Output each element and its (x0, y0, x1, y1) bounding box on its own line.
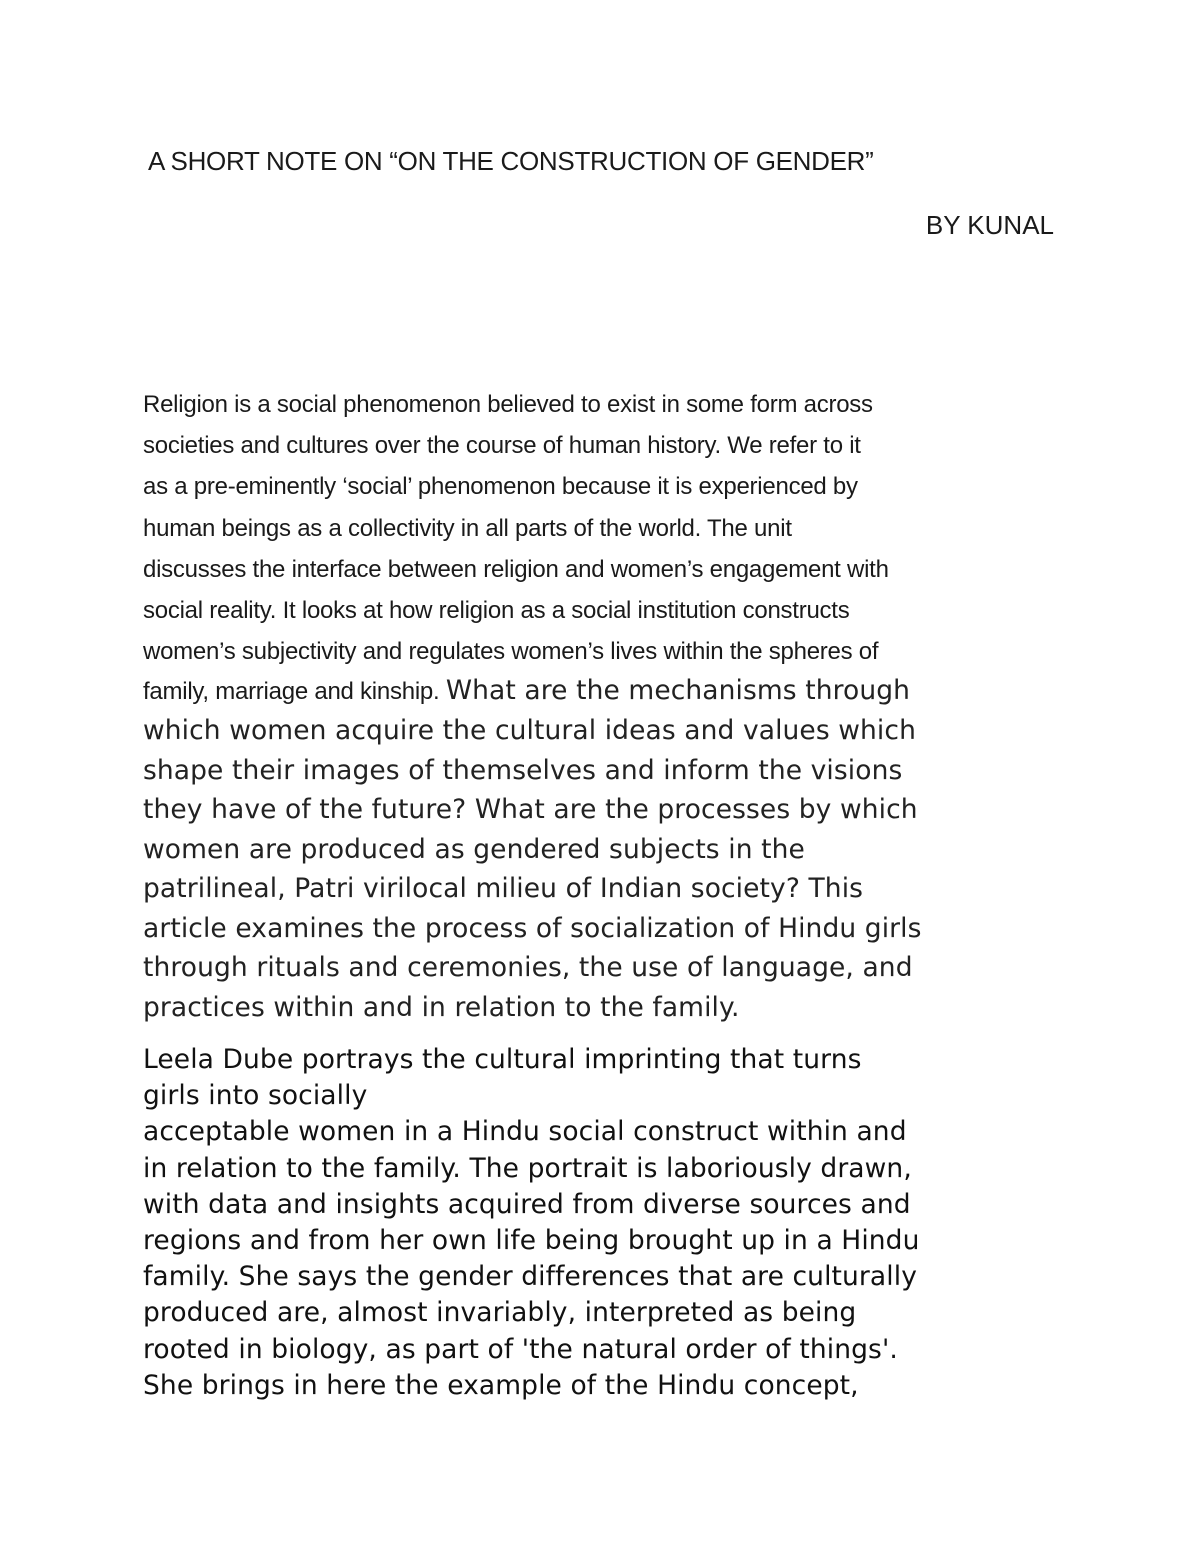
text-line: societies and cultures over the course of human history. We refer to it (143, 432, 861, 460)
text-line-large: women are produced as gendered subjects in the (143, 833, 805, 865)
text-line: social reality. It looks at how religion as a social institution constructs (143, 597, 850, 625)
text-line-large: through rituals and ceremonies, the use of language, and (143, 952, 913, 984)
paragraph-leela-dube (143, 1042, 1073, 1404)
text-line: as a pre-eminently ‘social’ phenomenon because it is experienced by (143, 473, 858, 501)
text-line: girls into socially (143, 1080, 368, 1112)
text-line: with data and insights acquired from diverse sources and (143, 1188, 911, 1220)
text-line: regions and from her own life being brought up in a Hindu (143, 1225, 920, 1257)
text-line: acceptable women in a Hindu social construct within and (143, 1116, 907, 1148)
text-line-mixed (143, 672, 1073, 711)
paragraph-religion (143, 384, 1073, 1027)
text-line: women’s subjectivity and regulates women’s lives within the spheres of (143, 638, 879, 666)
text-line-large: which women acquire the cultural ideas and values which (143, 715, 916, 747)
document-author: BY KUNAL (925, 210, 1054, 240)
text-line-large: patrilineal, Patri virilocal milieu of Indian society? This (143, 873, 864, 905)
text-line-large: practices within and in relation to the family. (143, 991, 740, 1023)
text-fragment: family, marriage and kinship. (143, 678, 446, 706)
text-line: She brings in here the example of the Hindu concept, (143, 1369, 859, 1401)
text-line: in relation to the family. The portrait is laboriously drawn, (143, 1152, 912, 1184)
text-fragment-large: What are the mechanisms through (445, 675, 911, 707)
text-line: Religion is a social phenomenon believed to exist in some form across (143, 391, 873, 418)
text-line-large: article examines the process of socialization of Hindu girls (143, 912, 922, 944)
text-line: produced are, almost invariably, interpreted as being (143, 1297, 857, 1329)
text-line: Leela Dube portrays the cultural imprinting that turns (143, 1044, 862, 1075)
text-line: rooted in biology, as part of 'the natural order of things'. (143, 1333, 898, 1365)
document-title: A SHORT NOTE ON “ON THE CONSTRUCTION OF GENDER” (148, 146, 874, 176)
text-line-large: shape their images of themselves and inform the visions (143, 754, 903, 786)
text-line: family. She says the gender differences that are culturally (143, 1261, 917, 1293)
text-line: discusses the interface between religion and women’s engagement with (143, 555, 889, 583)
text-line: human beings as a collectivity in all parts of the world. The unit (143, 514, 792, 542)
text-line-large: they have of the future? What are the processes by which (143, 794, 918, 826)
